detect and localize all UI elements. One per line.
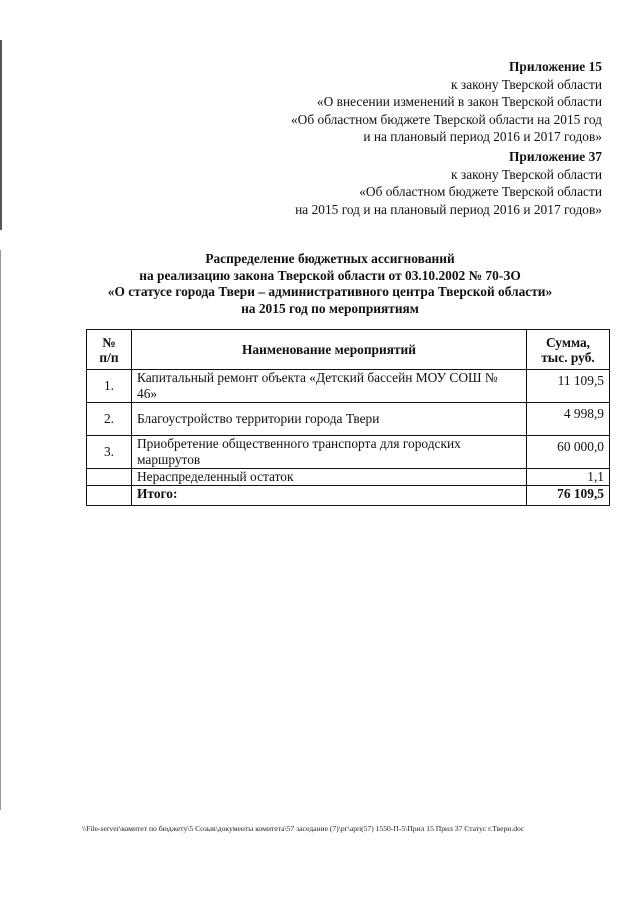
row-sum: 60 000,0 [527, 436, 610, 469]
appendix-37-title: Приложение 37 [508, 149, 602, 164]
scan-edge-mark [0, 250, 1, 810]
appendix-37-line: на 2015 год и на плановый период 2016 и 2017 годов» [295, 201, 602, 217]
appendix-15-title: Приложение 15 [508, 59, 602, 74]
scan-edge-mark [0, 40, 2, 230]
budget-allocation-table [86, 329, 610, 506]
header-name: Наименование мероприятий [132, 330, 527, 370]
title-line: на 2015 год по мероприятиям [241, 300, 419, 316]
row-name: Капитальный ремонт объекта «Детский бассейн МОУ СОШ № 46» [132, 370, 527, 403]
appendix-15-header [291, 58, 602, 146]
row-sum: 1,1 [527, 469, 610, 486]
title-line: Распределение бюджетных ассигнований [205, 251, 455, 266]
row-sum: 11 109,5 [527, 370, 610, 403]
row-num [87, 469, 132, 486]
header-num [87, 330, 132, 370]
total-sum: 76 109,5 [527, 486, 610, 506]
appendix-15-line: к закону Тверской области [451, 76, 602, 92]
appendix-37-line: «Об областном бюджете Тверской области [359, 184, 602, 199]
appendix-37-header [295, 148, 602, 218]
table-row [87, 370, 610, 403]
appendix-15-line: «О внесении изменений в закон Тверской области [316, 94, 602, 109]
total-label: Итого: [132, 486, 527, 506]
table-row [87, 403, 610, 436]
row-num: 3. [87, 436, 132, 469]
header-sum-line: Сумма, [545, 334, 591, 350]
appendix-15-line: и на плановый период 2016 и 2017 годов» [363, 129, 602, 144]
row-name: Благоустройство территории города Твери [132, 403, 527, 436]
row-sum: 4 998,9 [527, 403, 610, 436]
table-row [87, 436, 610, 469]
row-num: 2. [87, 403, 132, 436]
table-row [87, 469, 610, 486]
appendix-37-line: к закону Тверской области [451, 166, 602, 182]
row-num: 1. [87, 370, 132, 403]
header-sum [527, 330, 610, 370]
document-title [60, 251, 600, 317]
table-total-row [87, 486, 610, 506]
total-num-cell [87, 486, 132, 506]
title-line: на реализацию закона Тверской области от 03.10.2002 № 70-ЗО [139, 267, 521, 283]
file-path-footer: \\File-server\комитет по бюджету\5 Созыв\документы комитета\57 заседание (7)\рг\арп(57) 1550-П-5\Прил 15 Прил 37 Статус г.Твери.doc [82, 824, 525, 833]
title-line: «О статусе города Твери – административного центра Тверской области» [107, 284, 553, 299]
table-header-row [87, 330, 610, 370]
appendix-15-line: «Об областном бюджете Тверской области на 2015 год [290, 111, 602, 127]
header-num-line: № [102, 334, 116, 350]
row-name: Приобретение общественного транспорта для городских маршрутов [132, 436, 527, 469]
header-sum-line: тыс. руб. [541, 349, 595, 365]
header-num-line: п/п [99, 349, 119, 365]
row-name: Нераспределенный остаток [132, 469, 527, 486]
